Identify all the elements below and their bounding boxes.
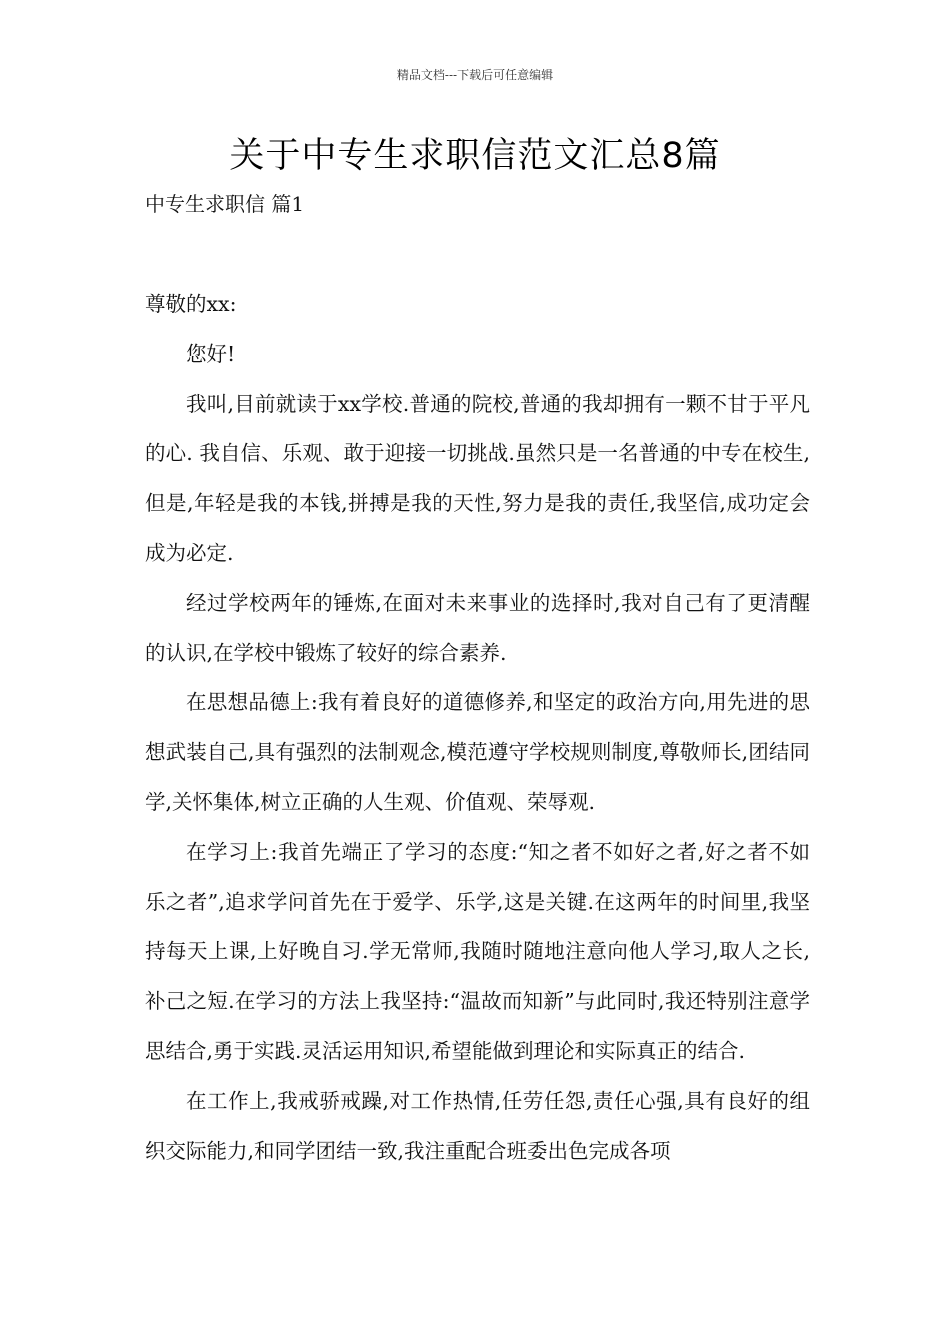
paragraph-training: 经过学校两年的锤炼,在面对未来事业的选择时,我对自己有了更清醒的认识,在学校中锻炼了较好的综合素养. [145, 590, 810, 665]
letter-body [145, 280, 810, 1176]
paragraph-intro: 我叫,目前就读于xx学校.普通的院校,普通的我却拥有一颗不甘于平凡的心. 我自信、乐观、敢于迎接一切挑战.虽然只是一名普通的中专在校生,但是,年轻是我的本钱,拼搏是我的天性,努力是我的责任,我坚信,成功定会成为必定. [145, 391, 810, 565]
paragraph-morality: 在思想品德上:我有着良好的道德修养,和坚定的政治方向,用先进的思想武装自己,具有强烈的法制观念,模范遵守学校规则制度,尊敬师长,团结同学,关怀集体,树立正确的人生观、价值观、荣辱观. [145, 690, 810, 814]
salutation: 尊敬的xx: [145, 292, 237, 316]
document-title: 关于中专生求职信范文汇总8篇 [229, 136, 721, 176]
paragraph-work: 在工作上,我戒骄戒躁,对工作热情,任劳任怨,责任心强,具有良好的组织交际能力,和同学团结一致,我注重配合班委出色完成各项 [145, 1088, 810, 1163]
greeting: 您好! [186, 341, 236, 366]
section-subtitle: 中专生求职信 篇1 [145, 192, 305, 216]
paragraph-study: 在学习上:我首先端正了学习的态度:“知之者不如好之者,好之者不如乐之者”,追求学问首先在于爱学、乐学,这是关键.在这两年的时间里,我坚持每天上课,上好晚自习.学无常师,我随时随地注意向他人学习,取人之长,补己之短.在学习的方法上我坚持:“温故而知新”与此同时,我还特别注意学思结合,勇于实践.灵活运用知识,希望能做到理论和实际真正的结合. [145, 839, 810, 1063]
page-header: 精品文档---下载后可任意编辑 [396, 68, 554, 82]
